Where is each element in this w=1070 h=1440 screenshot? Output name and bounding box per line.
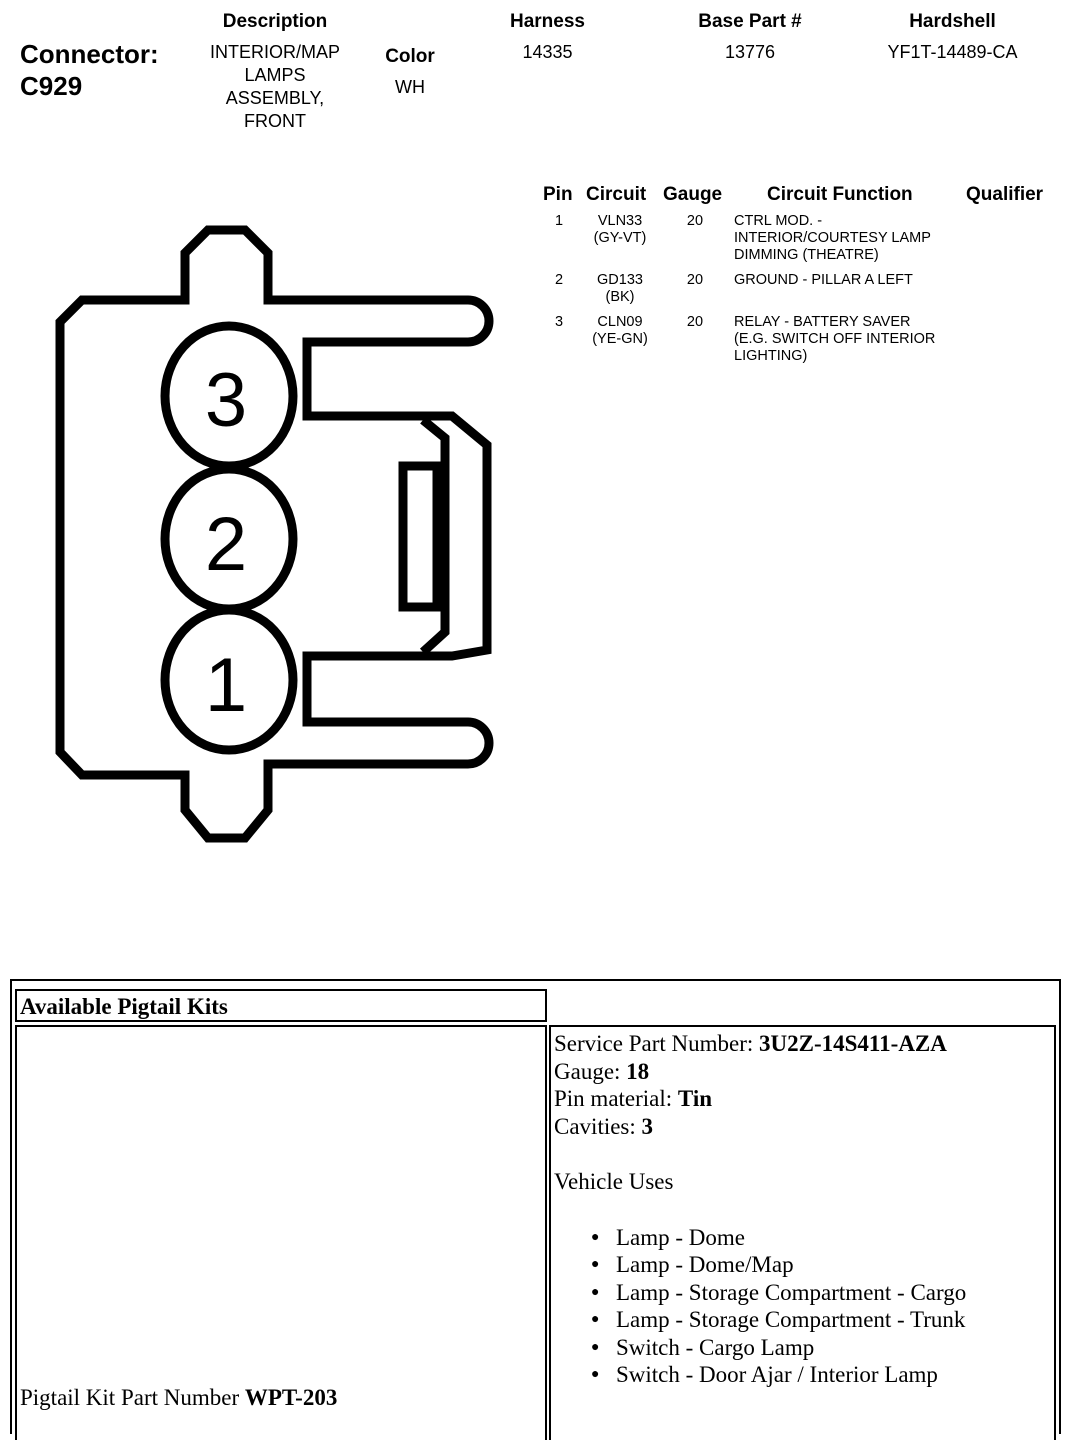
qualifier-column-header: Qualifier [966,184,1044,205]
list-item: ● Switch - Cargo Lamp [616,1334,1049,1362]
service-part-value: 3U2Z-14S411-AZA [759,1031,947,1056]
pin-number: 3 [554,314,564,330]
function-line: GROUND - PILLAR A LEFT [734,272,913,288]
list-item: ● Lamp - Dome [616,1224,1049,1252]
cavity-label-3: 3 [204,358,248,443]
cavities-label: Cavities: [554,1113,642,1139]
gauge-row [554,1058,1049,1086]
pin-material-value: Tin [677,1086,713,1111]
circuit-id: CLN09 [597,314,643,330]
kit-part-value: WPT-203 [244,1385,338,1410]
description-line: FRONT [244,111,306,131]
circuit-column-header: Circuit [586,184,647,205]
description-line: INTERIOR/MAP [209,42,340,62]
service-part-row [554,1030,1049,1058]
pin-material-row [554,1085,1049,1113]
wire-gauge: 20 [686,314,704,330]
circuit-color: (BK) [605,289,635,305]
pigtail-kit-cell [15,1025,547,1440]
cavity-label-1: 1 [204,643,248,728]
function-column-header: Circuit Function [767,184,913,205]
connector-label: Connector: [20,39,159,69]
function-line: DIMMING (THEATRE) [734,247,879,263]
pigtail-kit-part [20,1384,337,1412]
cavity-label-2: 2 [204,502,248,587]
description-line: ASSEMBLY, [225,88,325,108]
pigtail-title-cell [15,989,547,1022]
color-value: WH [395,77,425,97]
harness-value: 14335 [522,42,573,62]
cavities-row [554,1113,1049,1141]
pigtail-title: Available Pigtail Kits [20,994,228,1019]
function-line: RELAY - BATTERY SAVER [734,314,911,330]
vehicle-uses-label: Vehicle Uses [554,1169,674,1194]
cavities-value: 3 [641,1113,654,1139]
hardshell-value: YF1T-14489-CA [887,42,1018,62]
list-item: ● Lamp - Storage Compartment - Cargo [616,1279,1049,1307]
wire-gauge: 20 [686,272,704,288]
harness-label: Harness [510,11,585,32]
vehicle-uses-list [616,1224,1049,1389]
pigtail-details [554,1030,1049,1389]
base-part-value: 13776 [724,42,776,62]
list-item: ● Switch - Door Ajar / Interior Lamp [616,1361,1049,1389]
kit-part-label: Pigtail Kit Part Number [20,1385,245,1410]
circuit-id: GD133 [597,272,643,288]
service-part-label: Service Part Number: [554,1031,760,1056]
color-label: Color [385,46,435,67]
pin-number: 2 [554,272,564,288]
base-part-label: Base Part # [698,11,802,32]
connector-id: C929 [20,71,83,101]
function-line: (E.G. SWITCH OFF INTERIOR [734,331,936,347]
hardshell-label: Hardshell [909,11,996,32]
function-line: LIGHTING) [734,348,808,364]
pin-number: 1 [554,213,564,229]
list-item: ● Lamp - Storage Compartment - Trunk [616,1306,1049,1334]
gauge-label: Gauge: [554,1058,627,1084]
description-line: LAMPS [244,65,306,85]
wire-gauge: 20 [686,213,704,229]
function-line: INTERIOR/COURTESY LAMP [734,230,931,246]
function-line: CTRL MOD. - [734,213,823,229]
pin-column-header: Pin [543,184,573,205]
gauge-value: 18 [626,1058,650,1084]
pin-material-label: Pin material: [554,1086,678,1111]
gauge-column-header: Gauge [663,184,723,205]
circuit-color: (GY-VT) [593,230,647,246]
latch-tab [403,466,437,607]
circuit-id: VLN33 [597,213,643,229]
pigtail-details-cell [549,1025,1056,1440]
list-item: ● Lamp - Dome/Map [616,1251,1049,1279]
circuit-color: (YE-GN) [592,331,648,347]
description-label: Description [222,11,328,32]
